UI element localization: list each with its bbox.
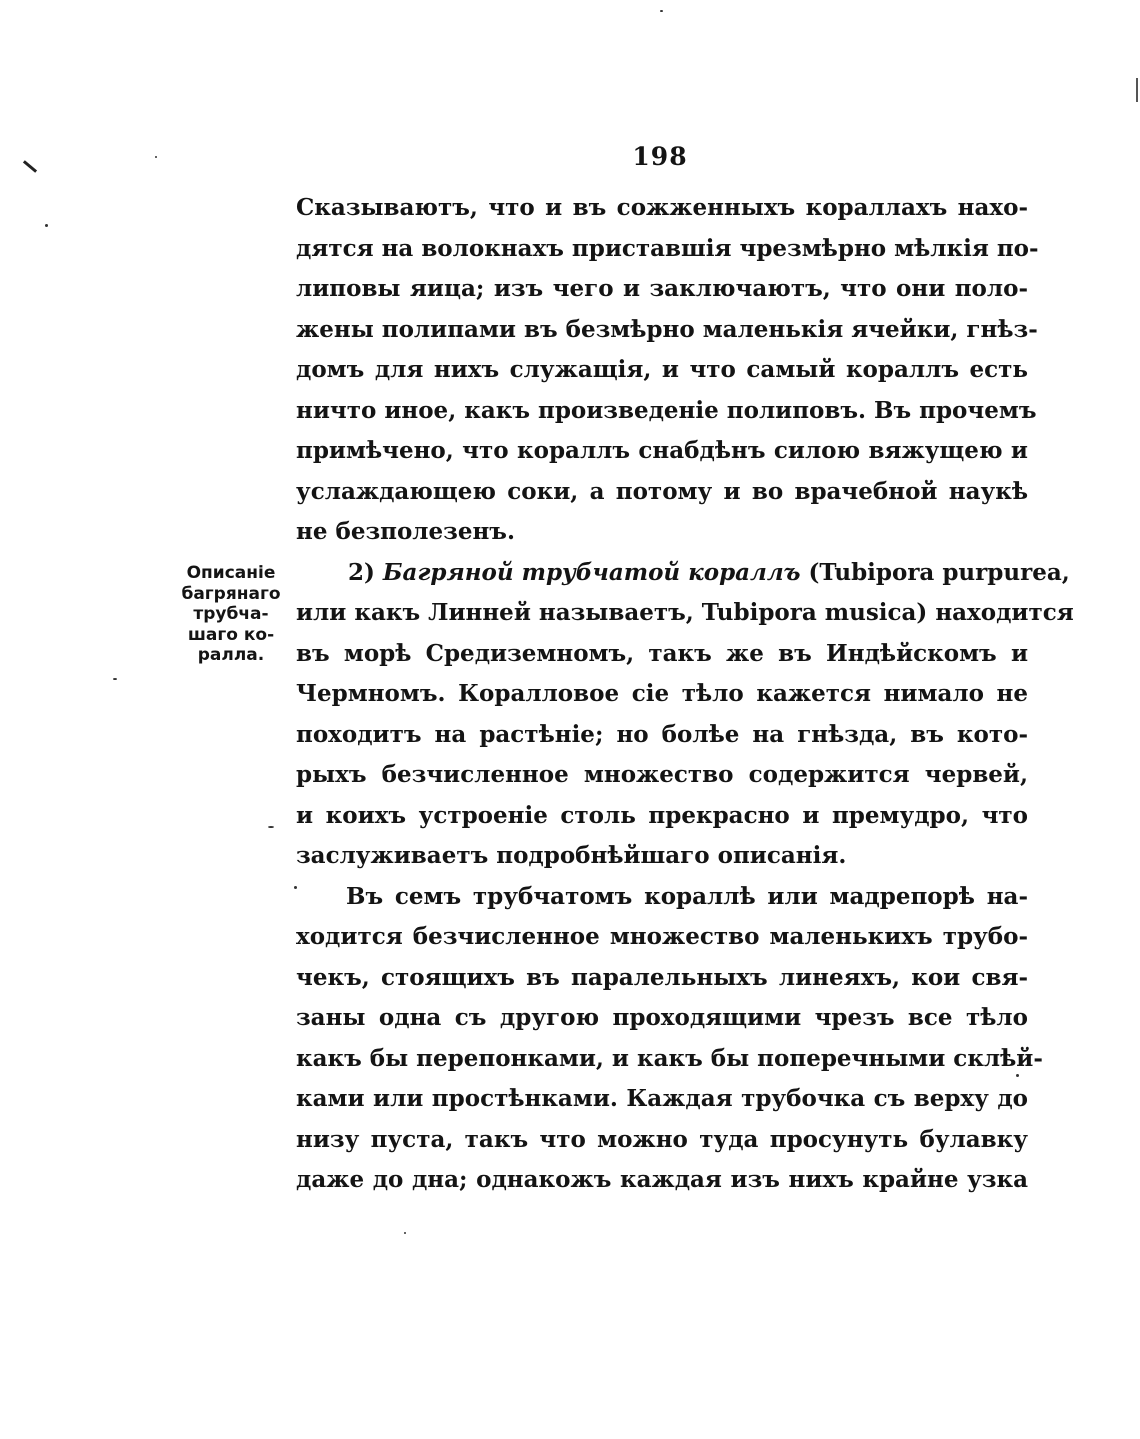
- text-line: липовы яица; изъ чего и заключаютъ, что они поло-: [296, 275, 1028, 302]
- text-line: Чермномъ. Коралловое сіе тѣло кажется нимало не: [296, 680, 1028, 707]
- margin-note-line: багрянаго: [181, 583, 281, 604]
- ink-speck: [155, 156, 157, 158]
- margin-note-line: шаго ко-: [187, 624, 275, 645]
- text-line: Сказываютъ, что и въ сожженныхъ кораллахъ нахо-: [296, 194, 1028, 221]
- ink-tick-mark: [23, 160, 37, 173]
- margin-note-line: трубча-: [193, 604, 269, 624]
- text-line: рыхъ безчисленное множество содержится червей,: [296, 761, 1028, 788]
- text-line: низу пуста, такъ что можно туда просунуть булавку: [296, 1125, 1028, 1153]
- paragraph-3: [296, 877, 1043, 1201]
- ink-speck: [45, 224, 48, 227]
- text-line: даже до дна; однакожъ каждая изъ нихъ крайне узка: [296, 1166, 1028, 1193]
- paragraph-2: [296, 553, 1074, 877]
- text-line: дятся на волокнахъ приставшія чрезмѣрно мѣлкія по-: [296, 234, 1039, 262]
- text-line: жены полипами въ безмѣрно маленькія ячейки, гнѣз-: [296, 315, 1038, 343]
- text-line: [296, 553, 1070, 594]
- page-number: 198: [632, 142, 688, 171]
- margin-note-line: Описаніе: [186, 563, 276, 583]
- text-line: домъ для нихъ служащія, и что самый кораллъ есть: [296, 356, 1028, 383]
- page-edge-mark: [1136, 78, 1138, 102]
- species-title: Багряной трубчатой кораллъ: [382, 558, 801, 586]
- text-line: въ морѣ Средиземномъ, такъ же въ Индѣйскомъ и: [296, 639, 1028, 667]
- item-number: 2): [348, 558, 375, 586]
- text-line: ничто иное, какъ произведеніе полиповъ. Въ прочемъ: [296, 396, 1037, 424]
- margin-note-line: ралла.: [197, 645, 265, 665]
- ink-speck: [660, 10, 663, 12]
- margin-note: [176, 563, 286, 666]
- paragraph-1: [296, 188, 1039, 553]
- text-line: чекъ, стоящихъ въ паралельныхъ линеяхъ, кои свя-: [296, 963, 1028, 991]
- text-line: Въ семъ трубчатомъ кораллѣ или мадрепорѣ на-: [346, 882, 1028, 910]
- latin-name: (Tubipora purpurea,: [808, 558, 1070, 586]
- text-line: заны одна съ другою проходящими чрезъ все тѣло: [296, 1004, 1028, 1031]
- ink-speck: [404, 1232, 406, 1234]
- text-line: услаждающею соки, а потому и во врачебной наукѣ: [296, 477, 1028, 505]
- text-line: примѣчено, что кораллъ снабдѣнъ силою вяжущею и: [296, 437, 1028, 464]
- text-line: ходится безчисленное множество маленькихъ трубо-: [296, 923, 1028, 950]
- text-line: походитъ на растѣніе; но болѣе на гнѣзда, въ кото-: [296, 720, 1028, 748]
- text-line: не безполезенъ.: [296, 518, 515, 545]
- text-line: ками или простѣнками. Каждая трубочка съ верху до: [296, 1085, 1028, 1112]
- text-line: и коихъ устроеніе столь прекрасно и премудро, что: [296, 801, 1028, 829]
- text-line: заслуживаетъ подробнѣйшаго описанія.: [296, 842, 847, 869]
- text-line: какъ бы перепонками, и какъ бы поперечными склѣй-: [296, 1044, 1043, 1072]
- text-line: или какъ Линней называетъ, Tubipora musica) находится: [296, 599, 1074, 626]
- ink-speck: [268, 826, 274, 828]
- body-text: [296, 188, 1074, 1201]
- ink-speck: [113, 678, 117, 680]
